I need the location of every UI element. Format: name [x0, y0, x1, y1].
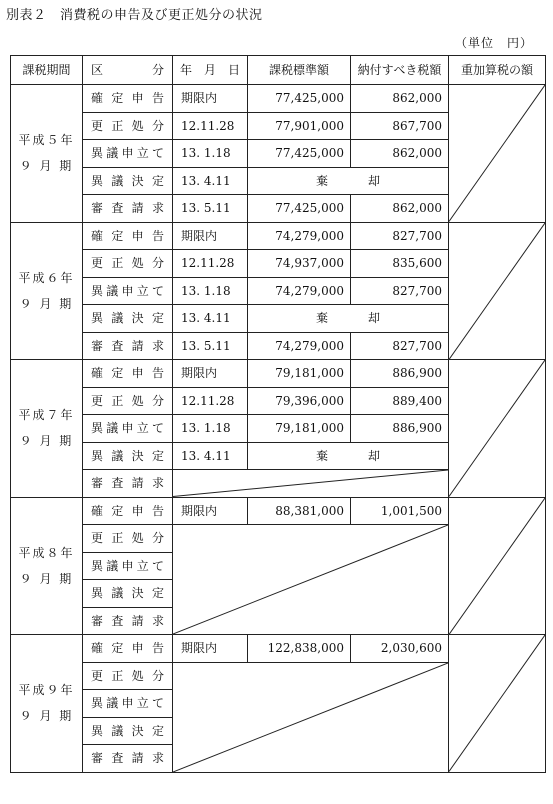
- kubun-kakutei: 確定申告: [83, 360, 173, 388]
- date-cell: 13. 4.11: [173, 167, 248, 195]
- kubun-igi-kettei: 異議決定: [83, 580, 173, 608]
- kubun-igi-moushi: 異議申立て: [83, 690, 173, 718]
- date-cell: 期限内: [173, 85, 248, 113]
- period-cell: 平成７年 ９ 月 期: [11, 360, 83, 498]
- empty-slashed-cell: [173, 662, 449, 772]
- kubun-igi-moushi: 異議申立て: [83, 552, 173, 580]
- kubun-kousei: 更正処分: [83, 525, 173, 553]
- base-cell: 74,279,000: [248, 222, 351, 250]
- date-cell: 12.11.28: [173, 112, 248, 140]
- kubun-igi-kettei: 異議決定: [83, 305, 173, 333]
- kubun-igi-moushi: 異議申立て: [83, 415, 173, 443]
- kubun-shinsa: 審査請求: [83, 195, 173, 223]
- base-cell: 88,381,000: [248, 497, 351, 525]
- header-kubun: 区 分: [83, 56, 173, 85]
- kubun-igi-moushi: 異議申立て: [83, 277, 173, 305]
- date-cell: 13. 1.18: [173, 140, 248, 168]
- tax-status-table: [10, 55, 546, 773]
- penalty-cell-slashed: [449, 635, 546, 773]
- kubun-kousei: 更正処分: [83, 250, 173, 278]
- date-cell: 期限内: [173, 497, 248, 525]
- base-cell: 79,181,000: [248, 415, 351, 443]
- date-cell: 12.11.28: [173, 250, 248, 278]
- header-period: 課税期間: [11, 56, 83, 85]
- date-cell: 13. 1.18: [173, 415, 248, 443]
- penalty-cell-slashed: [449, 497, 546, 635]
- period-cell: 平成５年 ９ 月 期: [11, 85, 83, 223]
- header-base: 課税標準額: [248, 56, 351, 85]
- tax-cell: 862,000: [351, 195, 449, 223]
- period-cell: 平成９年 ９ 月 期: [11, 635, 83, 773]
- tax-cell: 889,400: [351, 387, 449, 415]
- empty-slashed-cell: [173, 470, 449, 498]
- empty-slashed-cell: [173, 525, 449, 635]
- kubun-igi-kettei: 異議決定: [83, 717, 173, 745]
- table-row: [11, 85, 546, 113]
- tax-cell: 827,700: [351, 332, 449, 360]
- kubun-igi-kettei: 異議決定: [83, 167, 173, 195]
- kubun-igi-kettei: 異議決定: [83, 442, 173, 470]
- table-row: [11, 360, 546, 388]
- base-cell: 122,838,000: [248, 635, 351, 663]
- kubun-kousei: 更正処分: [83, 387, 173, 415]
- tax-cell: 835,600: [351, 250, 449, 278]
- base-cell: 77,425,000: [248, 85, 351, 113]
- penalty-cell-slashed: [449, 222, 546, 360]
- result-cell: 棄却: [248, 167, 449, 195]
- date-cell: 13. 5.11: [173, 195, 248, 223]
- header-date: 年 月 日: [173, 56, 248, 85]
- kubun-kousei: 更正処分: [83, 112, 173, 140]
- base-cell: 77,425,000: [248, 140, 351, 168]
- tax-cell: 827,700: [351, 277, 449, 305]
- period-cell: 平成６年 ９ 月 期: [11, 222, 83, 360]
- header-tax: 納付すべき税額: [351, 56, 449, 85]
- tax-cell: 862,000: [351, 85, 449, 113]
- header-row: [11, 56, 546, 85]
- base-cell: 79,181,000: [248, 360, 351, 388]
- kubun-shinsa: 審査請求: [83, 607, 173, 635]
- kubun-kakutei: 確定申告: [83, 635, 173, 663]
- base-cell: 77,425,000: [248, 195, 351, 223]
- date-cell: 12.11.28: [173, 387, 248, 415]
- table-row: [11, 222, 546, 250]
- tax-cell: 1,001,500: [351, 497, 449, 525]
- kubun-shinsa: 審査請求: [83, 470, 173, 498]
- date-cell: 期限内: [173, 360, 248, 388]
- kubun-shinsa: 審査請求: [83, 745, 173, 773]
- date-cell: 13. 4.11: [173, 442, 248, 470]
- table-title: 別表２ 消費税の申告及び更正処分の状況: [6, 8, 263, 23]
- penalty-cell-slashed: [449, 360, 546, 498]
- result-cell: 棄却: [248, 442, 449, 470]
- table-row: [11, 497, 546, 525]
- date-cell: 期限内: [173, 222, 248, 250]
- result-cell: 棄却: [248, 305, 449, 333]
- tax-cell: 886,900: [351, 415, 449, 443]
- penalty-cell-slashed: [449, 85, 546, 223]
- date-cell: 13. 1.18: [173, 277, 248, 305]
- kubun-igi-moushi: 異議申立て: [83, 140, 173, 168]
- kubun-kakutei: 確定申告: [83, 222, 173, 250]
- base-cell: 74,279,000: [248, 277, 351, 305]
- tax-cell: 2,030,600: [351, 635, 449, 663]
- tax-cell: 862,000: [351, 140, 449, 168]
- period-cell: 平成８年 ９ 月 期: [11, 497, 83, 635]
- tax-cell: 886,900: [351, 360, 449, 388]
- unit-label: （単位 円）: [454, 36, 533, 50]
- base-cell: 74,937,000: [248, 250, 351, 278]
- date-cell: 期限内: [173, 635, 248, 663]
- table-row: [11, 635, 546, 663]
- tax-cell: 867,700: [351, 112, 449, 140]
- base-cell: 74,279,000: [248, 332, 351, 360]
- header-penalty: 重加算税の額: [449, 56, 546, 85]
- kubun-kakutei: 確定申告: [83, 497, 173, 525]
- tax-cell: 827,700: [351, 222, 449, 250]
- date-cell: 13. 5.11: [173, 332, 248, 360]
- base-cell: 77,901,000: [248, 112, 351, 140]
- kubun-shinsa: 審査請求: [83, 332, 173, 360]
- kubun-kakutei: 確定申告: [83, 85, 173, 113]
- date-cell: 13. 4.11: [173, 305, 248, 333]
- kubun-kousei: 更正処分: [83, 662, 173, 690]
- base-cell: 79,396,000: [248, 387, 351, 415]
